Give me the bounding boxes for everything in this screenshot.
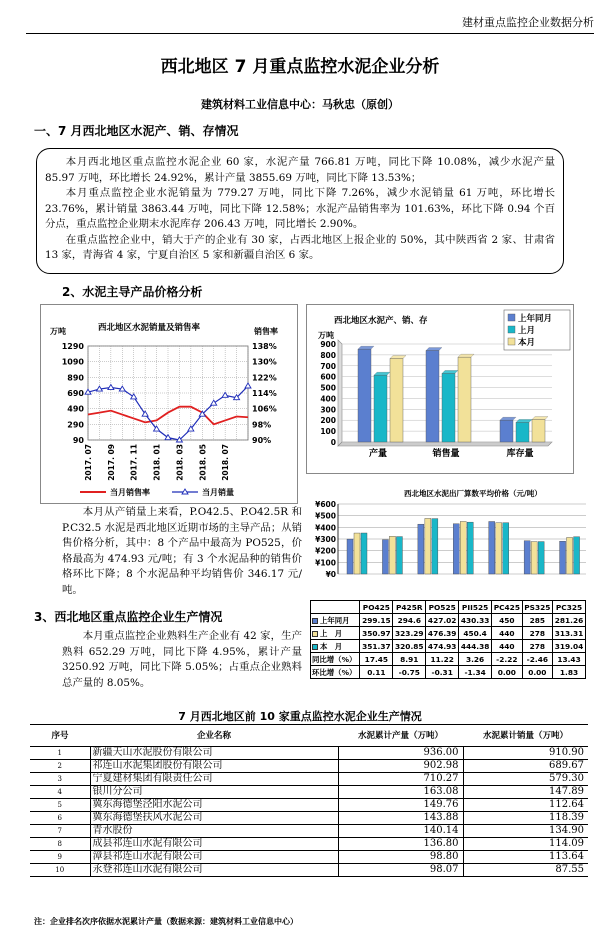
price-row-label: 本 月 bbox=[320, 641, 343, 651]
y-tick: 400 bbox=[320, 394, 336, 404]
price-bar bbox=[453, 524, 459, 574]
chart3-title: 西北地区水泥出厂算数平均价格（元/吨） bbox=[404, 489, 542, 498]
price-header-cell: PO425 bbox=[360, 601, 393, 614]
table-row bbox=[30, 851, 588, 864]
chart2-title: 西北地区水泥产、销、存 bbox=[334, 316, 428, 326]
price-bar bbox=[382, 540, 388, 574]
price-row-label: 环比增（%） bbox=[312, 667, 357, 677]
legend-item: 上月 bbox=[518, 326, 536, 336]
table-row bbox=[30, 812, 588, 825]
summary-paragraph: 本月重点监控企业水泥销量为 779.27 万吨，同比下降 7.26%，减少水泥销量 61 万吨，环比增长 23.76%，累计销量 3863.44 万吨，同比下降 12.58%；水泥产品销售率为 101.63%，环比下降 0.94 个百分点，重点监控企业期末水泥库存 206.43 万吨，同比增长 2.90%。 bbox=[45, 187, 555, 230]
price-bar bbox=[496, 523, 502, 574]
col-output: 水泥累计产量（万吨） bbox=[338, 725, 463, 747]
bar bbox=[500, 420, 513, 442]
price-cell: 313.31 bbox=[553, 627, 586, 640]
price-cell: 474.93 bbox=[426, 640, 459, 653]
production-sales-chart bbox=[306, 304, 574, 474]
price-cell: 0.00 bbox=[522, 666, 552, 679]
price-row-label: 同比增（%） bbox=[312, 654, 357, 664]
legend-swatch bbox=[312, 618, 318, 624]
price-cell: 320.85 bbox=[393, 640, 426, 653]
x-tick: 2018. 01 bbox=[152, 444, 162, 481]
y-left-tick: 690 bbox=[67, 389, 84, 398]
company-cell: 青水股份 bbox=[90, 825, 338, 838]
byline: 建筑材料工业信息中心：马秋忠（原创） bbox=[201, 98, 399, 111]
sales-cell: 114.09 bbox=[463, 838, 588, 851]
y-tick: 500 bbox=[320, 383, 336, 393]
company-cell: 冀东海德堡扶风水泥公司 bbox=[90, 812, 338, 825]
y-tick: ¥500 bbox=[315, 511, 336, 521]
price-bar bbox=[361, 533, 367, 574]
y-tick: 800 bbox=[320, 350, 336, 360]
price-cell: 323.29 bbox=[393, 627, 426, 640]
rank-cell: 10 bbox=[30, 864, 90, 877]
price-cell: 281.26 bbox=[553, 614, 586, 627]
bar bbox=[426, 351, 439, 442]
x-tick: 2018. 05 bbox=[198, 444, 208, 481]
output-cell: 163.08 bbox=[338, 786, 463, 799]
legend-swatch bbox=[312, 631, 318, 637]
price-bar bbox=[531, 542, 537, 574]
price-bar bbox=[489, 522, 495, 575]
legend-rate: 当月销售率 bbox=[110, 488, 150, 497]
x-tick: 2018. 07 bbox=[221, 444, 231, 481]
output-cell: 149.76 bbox=[338, 799, 463, 812]
company-cell: 冀东海德堡泾阳水泥公司 bbox=[90, 799, 338, 812]
sales-cell: 147.89 bbox=[463, 786, 588, 799]
sales-cell: 134.90 bbox=[463, 825, 588, 838]
price-header-cell: PC325 bbox=[553, 601, 586, 614]
header-label: 建材重点监控企业数据分析 bbox=[462, 16, 594, 29]
y-tick: ¥100 bbox=[315, 558, 336, 568]
rank-cell: 3 bbox=[30, 773, 90, 786]
y-left-tick: 490 bbox=[67, 404, 84, 414]
col-sales: 水泥累计销量（万吨） bbox=[463, 725, 588, 747]
price-paragraph bbox=[62, 505, 302, 598]
rank-cell: 6 bbox=[30, 812, 90, 825]
price-cell: 444.38 bbox=[459, 640, 492, 653]
price-bar bbox=[560, 541, 566, 574]
price-cell: 319.04 bbox=[553, 640, 586, 653]
price-header-cell: PC425 bbox=[492, 601, 523, 614]
price-cell: 278 bbox=[522, 627, 552, 640]
price-row-label: 上 月 bbox=[320, 628, 343, 638]
price-row bbox=[311, 640, 586, 653]
sales-cell: 910.90 bbox=[463, 747, 588, 760]
sales-cell: 579.30 bbox=[463, 773, 588, 786]
table-note: 注：企业排名次序依据水泥累计产量（数据来源：建筑材料工业信息中心） bbox=[34, 917, 298, 926]
price-cell: 278 bbox=[522, 640, 552, 653]
chart1-left-unit: 万吨 bbox=[50, 327, 66, 336]
y-tick: ¥200 bbox=[315, 546, 336, 556]
chart1-right-unit: 销售率 bbox=[254, 327, 278, 336]
price-header-cell bbox=[311, 601, 360, 614]
x-label: 销售量 bbox=[432, 449, 460, 459]
table-row bbox=[30, 773, 588, 786]
summary-paragraph: 在重点监控企业中，销大于产的企业有 30 家，占西北地区上报企业的 50%，其中陕西省 2 家、甘肃省 13 家，青海省 4 家，宁夏自治区 5 家和新疆自治区 6 家。 bbox=[45, 233, 555, 261]
y-left-tick: 90 bbox=[72, 436, 84, 445]
table-row bbox=[30, 838, 588, 851]
section3-heading: 3、西北地区重点监控企业生产情况 bbox=[34, 610, 223, 624]
top10-title: 7 月西北地区前 10 家重点监控水泥企业生产情况 bbox=[178, 710, 422, 723]
bar bbox=[532, 420, 545, 442]
price-header-cell: PII525 bbox=[459, 601, 492, 614]
bar bbox=[390, 359, 403, 442]
price-cell: 17.45 bbox=[360, 653, 393, 666]
y-left-tick: 1290 bbox=[61, 342, 84, 351]
price-bar bbox=[567, 537, 573, 574]
price-paragraph-text: 本月从产销量上来看，P.O42.5、P.O42.5R 和 P.C32.5 水泥是西北地区近期市场的主导产品；从销售价格分析，其中：8 个产品中最高为 PO525，价格最高为 474.93 元/吨；有 3 个水泥品种的销售价格环比下降；8 个水泥品种平均销售价 346.17 元/吨。 bbox=[62, 506, 302, 596]
x-tick: 2017. 09 bbox=[106, 444, 116, 481]
y-right-tick: 114% bbox=[252, 389, 277, 398]
output-cell: 98.80 bbox=[338, 851, 463, 864]
y-right-tick: 122% bbox=[252, 373, 277, 383]
x-tick: 2017. 07 bbox=[84, 444, 93, 481]
rank-cell: 5 bbox=[30, 799, 90, 812]
y-tick: 300 bbox=[320, 405, 336, 415]
chart2-unit: 万吨 bbox=[318, 331, 334, 340]
price-bar bbox=[389, 536, 395, 574]
price-bar bbox=[418, 524, 424, 574]
price-bar bbox=[467, 522, 473, 574]
price-cell: 450 bbox=[492, 614, 523, 627]
legend-swatch bbox=[312, 644, 318, 650]
col-rank: 序号 bbox=[30, 725, 90, 747]
output-cell: 98.07 bbox=[338, 864, 463, 877]
output-cell: 143.88 bbox=[338, 812, 463, 825]
price-cell: -1.34 bbox=[459, 666, 492, 679]
price-cell: -2.22 bbox=[492, 653, 523, 666]
y-tick: 600 bbox=[320, 372, 336, 382]
price-row bbox=[311, 614, 586, 627]
production-paragraph-text: 本月重点监控企业熟料生产企业有 42 家，生产熟料 652.29 万吨，同比下降 4.95%，累计产量 3250.92 万吨，同比下降 5.05%；占重点企业熟料总产量的 8.05%。 bbox=[62, 630, 302, 689]
sales-cell: 689.67 bbox=[463, 760, 588, 773]
price-cell: 1.83 bbox=[553, 666, 586, 679]
price-row bbox=[311, 653, 586, 666]
company-cell: 成县祁连山水泥有限公司 bbox=[90, 838, 338, 851]
price-bar bbox=[524, 541, 530, 574]
output-cell: 902.98 bbox=[338, 760, 463, 773]
summary-paragraph: 本月西北地区重点监控水泥企业 60 家，水泥产量 766.81 万吨，同比下降 10.08%，减少水泥产量 85.97 万吨，环比增长 24.92%，累计产量 3855.69 万吨，同比下降 13.53%； bbox=[45, 156, 555, 184]
price-bar bbox=[354, 533, 360, 574]
bar bbox=[458, 357, 471, 442]
price-cell: 0.11 bbox=[360, 666, 393, 679]
section2-heading: 2、水泥主导产品价格分析 bbox=[62, 285, 203, 299]
price-bar bbox=[425, 518, 431, 574]
table-row bbox=[30, 760, 588, 773]
company-cell: 银川分公司 bbox=[90, 786, 338, 799]
price-header-cell: PS325 bbox=[522, 601, 552, 614]
top10-table bbox=[30, 724, 588, 877]
section1-heading: 一、7 月西北地区水泥产、销、存情况 bbox=[34, 124, 239, 138]
price-cell: 440 bbox=[492, 640, 523, 653]
rank-cell: 7 bbox=[30, 825, 90, 838]
price-cell: 440 bbox=[492, 627, 523, 640]
y-left-tick: 1090 bbox=[61, 357, 84, 367]
price-cell: 13.43 bbox=[553, 653, 586, 666]
price-cell: 3.26 bbox=[459, 653, 492, 666]
price-cell: -0.75 bbox=[393, 666, 426, 679]
y-tick: ¥400 bbox=[315, 523, 336, 533]
y-right-tick: 90% bbox=[252, 436, 272, 445]
table-row bbox=[30, 864, 588, 877]
rank-cell: 9 bbox=[30, 851, 90, 864]
price-cell: 450.4 bbox=[459, 627, 492, 640]
table-row bbox=[30, 825, 588, 838]
table-row bbox=[30, 786, 588, 799]
y-right-tick: 138% bbox=[252, 342, 277, 351]
company-cell: 宁夏建材集团有限责任公司 bbox=[90, 773, 338, 786]
output-cell: 136.80 bbox=[338, 838, 463, 851]
price-cell: 8.91 bbox=[393, 653, 426, 666]
y-left-tick: 290 bbox=[67, 420, 84, 430]
price-bar bbox=[503, 523, 509, 574]
legend-item: 上年同月 bbox=[518, 314, 553, 324]
price-bar bbox=[538, 542, 544, 574]
legend-sales: 当月销量 bbox=[202, 488, 234, 497]
sales-cell: 113.64 bbox=[463, 851, 588, 864]
production-paragraph bbox=[62, 629, 302, 691]
rank-cell: 4 bbox=[30, 786, 90, 799]
y-tick: 0 bbox=[330, 438, 336, 447]
price-cell: 285 bbox=[522, 614, 552, 627]
bar bbox=[374, 375, 387, 442]
sales-cell: 112.64 bbox=[463, 799, 588, 812]
price-row bbox=[311, 666, 586, 679]
company-cell: 漳县祁连山水泥有限公司 bbox=[90, 851, 338, 864]
price-header-cell: P425R bbox=[393, 601, 426, 614]
price-cell: 476.39 bbox=[426, 627, 459, 640]
rank-cell: 8 bbox=[30, 838, 90, 851]
output-cell: 936.00 bbox=[338, 747, 463, 760]
price-row bbox=[311, 627, 586, 640]
price-cell: 351.37 bbox=[360, 640, 393, 653]
price-bar bbox=[396, 537, 402, 574]
sales-cell: 118.39 bbox=[463, 812, 588, 825]
x-tick: 2017. 11 bbox=[129, 444, 139, 481]
y-right-tick: 130% bbox=[252, 357, 277, 367]
company-cell: 永登祁连山水泥有限公司 bbox=[90, 864, 338, 877]
price-table bbox=[310, 600, 586, 679]
price-cell: 0.00 bbox=[492, 666, 523, 679]
price-cell: -2.46 bbox=[522, 653, 552, 666]
legend-item: 本月 bbox=[518, 338, 536, 348]
price-cell: 294.6 bbox=[393, 614, 426, 627]
y-tick: ¥300 bbox=[315, 535, 336, 544]
price-bar bbox=[432, 519, 438, 574]
price-bar bbox=[460, 521, 466, 574]
price-cell: 299.15 bbox=[360, 614, 393, 627]
y-left-tick: 890 bbox=[67, 373, 84, 383]
y-tick: 700 bbox=[320, 361, 336, 371]
price-row-label: 上年同月 bbox=[320, 615, 350, 625]
rank-cell: 2 bbox=[30, 760, 90, 773]
y-tick: ¥600 bbox=[315, 500, 336, 509]
y-right-tick: 98% bbox=[252, 420, 272, 430]
sales-rate-chart bbox=[40, 304, 298, 504]
price-cell: -0.31 bbox=[426, 666, 459, 679]
summary-box bbox=[36, 148, 564, 274]
bar bbox=[442, 373, 455, 442]
y-tick: 200 bbox=[320, 416, 336, 426]
y-tick: 900 bbox=[320, 340, 336, 349]
table-row bbox=[30, 747, 588, 760]
y-tick: ¥0 bbox=[325, 570, 336, 579]
bar bbox=[358, 349, 371, 442]
page-header bbox=[26, 8, 594, 34]
output-cell: 710.27 bbox=[338, 773, 463, 786]
x-label: 产量 bbox=[368, 449, 388, 459]
page-title: 西北地区 7 月重点监控水泥企业分析 bbox=[160, 57, 440, 77]
sales-cell: 87.55 bbox=[463, 864, 588, 877]
rank-cell: 1 bbox=[30, 747, 90, 760]
price-cell: 11.22 bbox=[426, 653, 459, 666]
x-tick: 2018. 03 bbox=[175, 444, 185, 481]
col-company: 企业名称 bbox=[90, 725, 338, 747]
company-cell: 新疆天山水泥股份有限公司 bbox=[90, 747, 338, 760]
price-bar bbox=[347, 539, 353, 574]
price-bar bbox=[574, 537, 580, 574]
price-cell: 427.02 bbox=[426, 614, 459, 627]
price-header-cell: PO525 bbox=[426, 601, 459, 614]
table-row bbox=[30, 799, 588, 812]
bar bbox=[516, 422, 529, 442]
price-cell: 430.33 bbox=[459, 614, 492, 627]
x-label: 库存量 bbox=[506, 449, 534, 459]
chart1-title: 西北地区水泥销量及销售率 bbox=[98, 323, 201, 333]
price-cell: 350.97 bbox=[360, 627, 393, 640]
y-right-tick: 106% bbox=[252, 404, 277, 414]
output-cell: 140.14 bbox=[338, 825, 463, 838]
price-chart bbox=[304, 486, 590, 598]
y-tick: 100 bbox=[320, 427, 336, 437]
company-cell: 祁连山水泥集团股份有限公司 bbox=[90, 760, 338, 773]
